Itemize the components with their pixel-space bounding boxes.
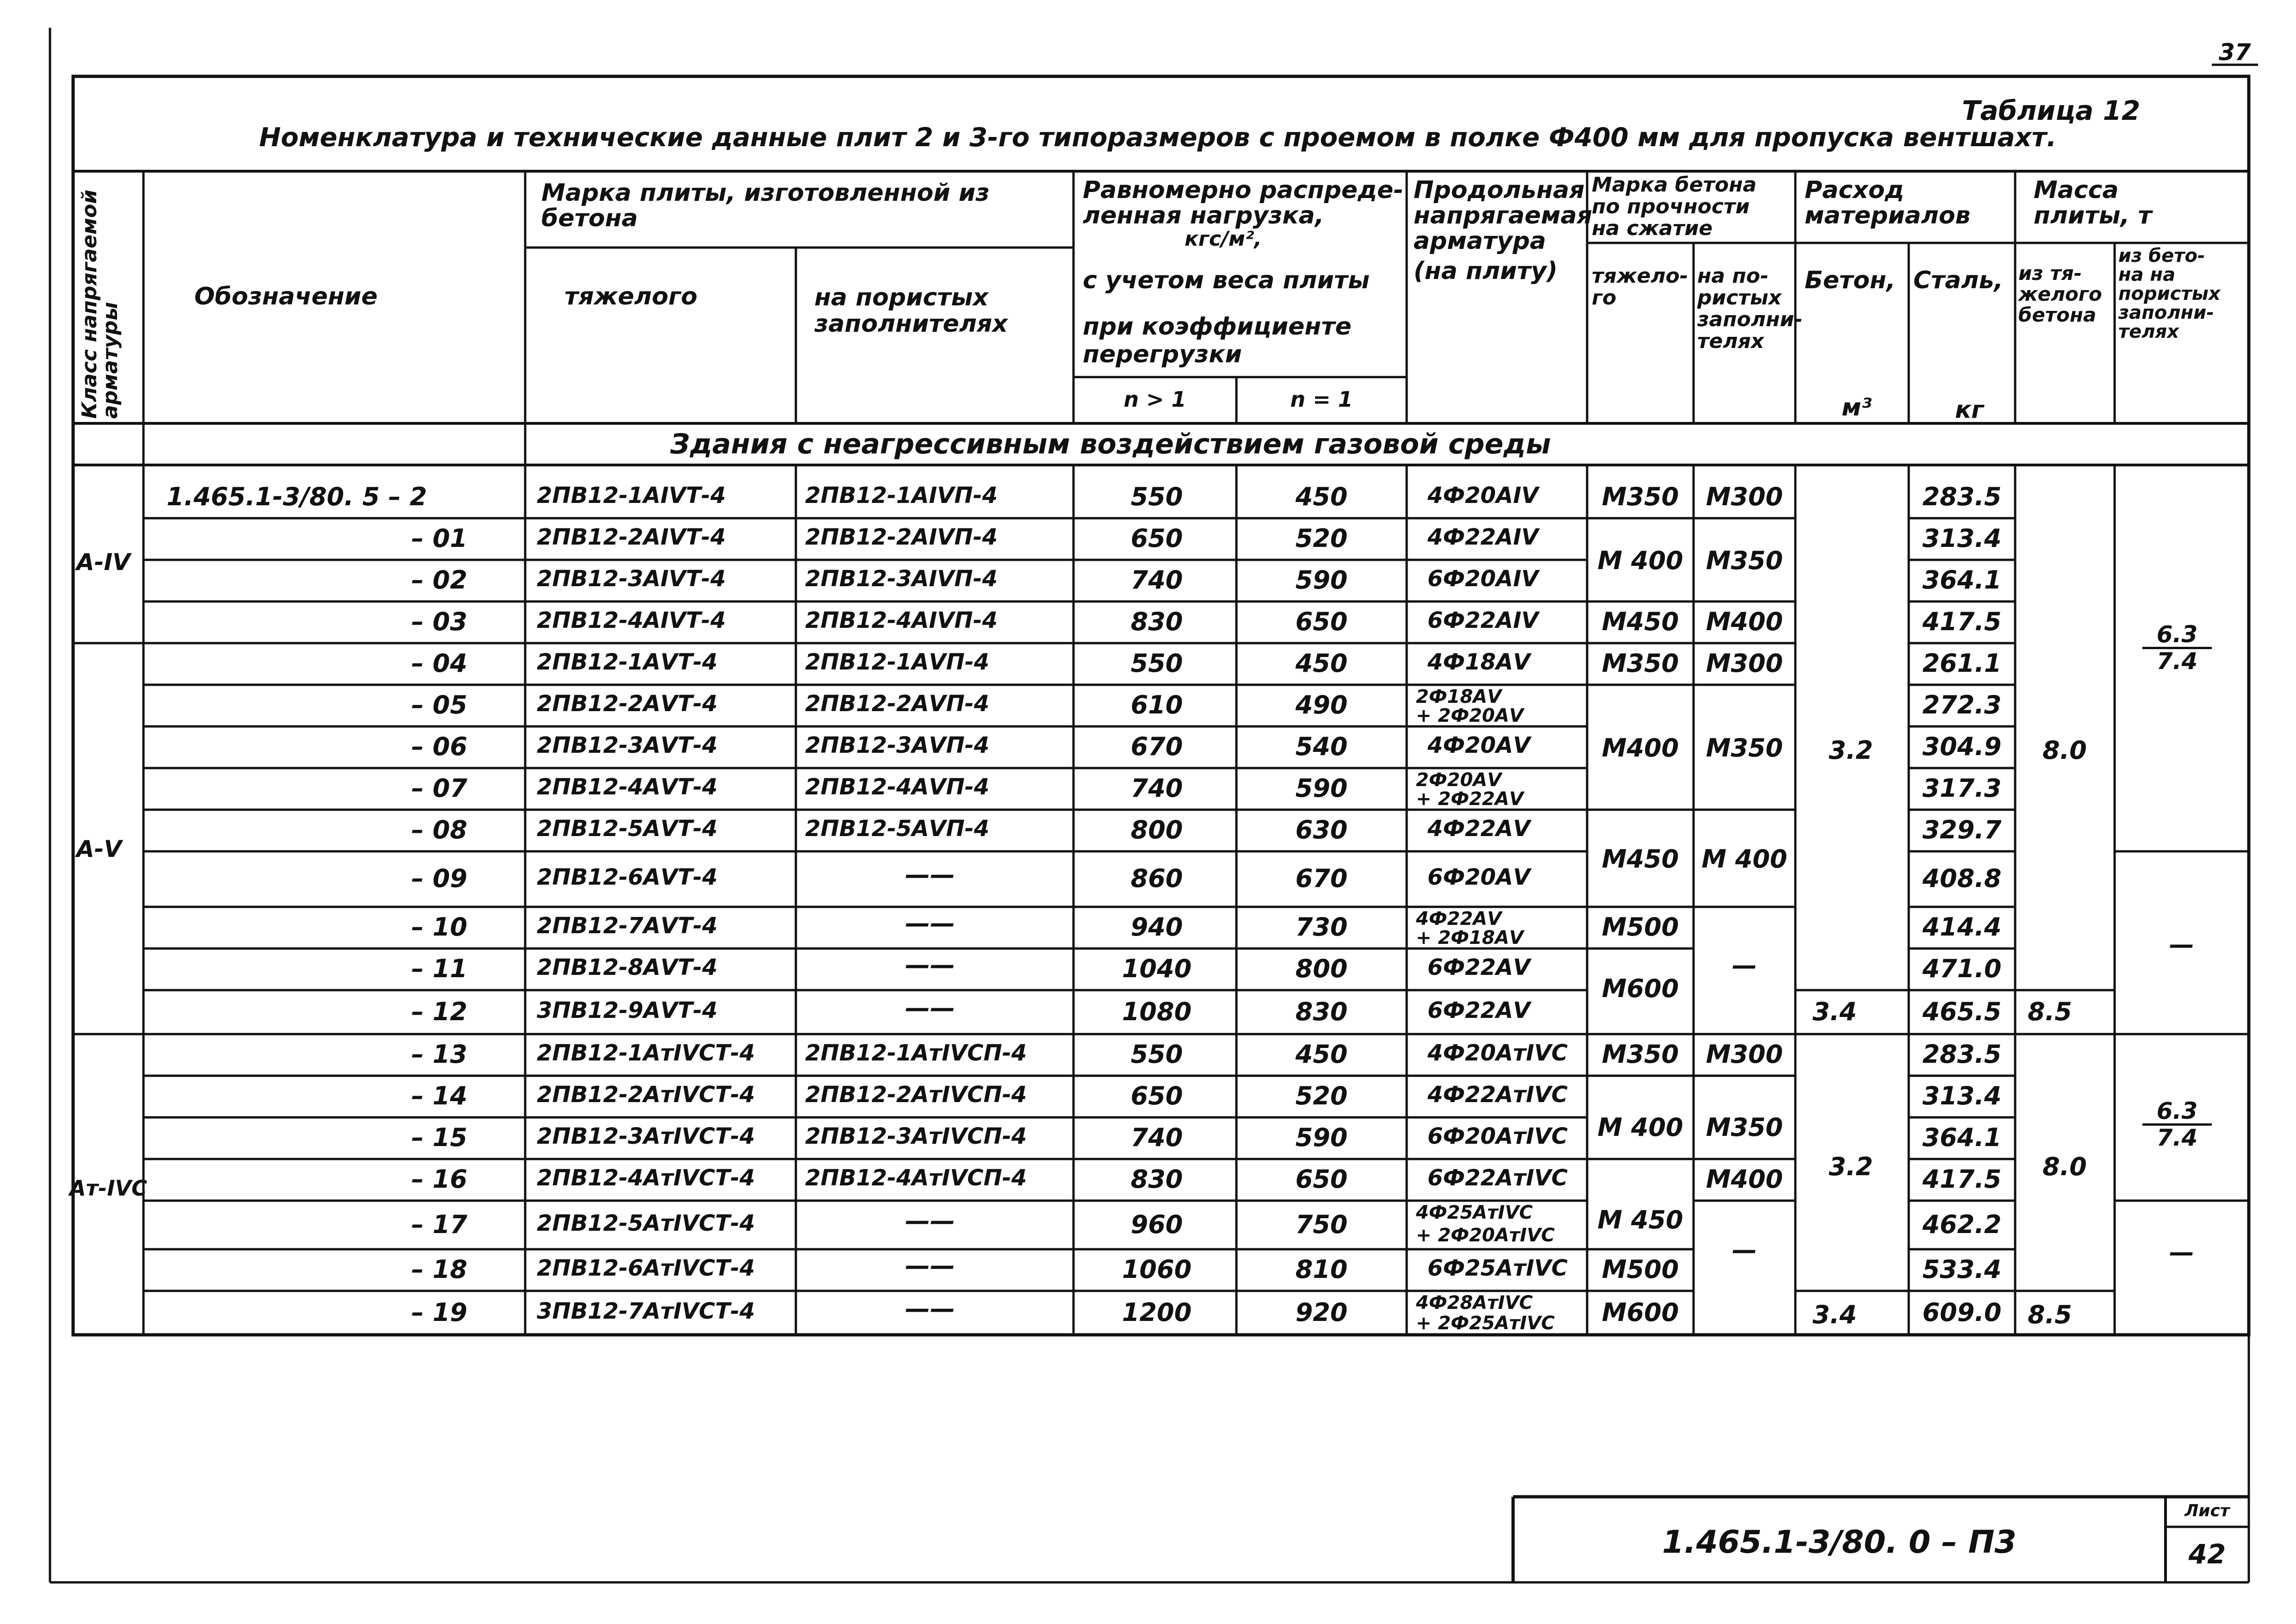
row-grade-porous: М300 bbox=[1706, 649, 1783, 678]
row-steel: 414.4 bbox=[1922, 912, 2002, 942]
row-load-n-eq-1: 830 bbox=[1295, 997, 1348, 1026]
row-rebar-line2: + 2Ф25АтIVС bbox=[1416, 1312, 1555, 1334]
header-mass-heavy-line1: из тя- bbox=[2018, 262, 2082, 285]
grade-heavy-merged: М450 bbox=[1601, 844, 1679, 874]
grade-heavy-merged: М 400 bbox=[1597, 546, 1683, 575]
mass-heavy: 8.0 bbox=[2042, 736, 2087, 765]
row-designation: – 09 bbox=[411, 864, 467, 893]
header-n-gt-1: n > 1 bbox=[1123, 387, 1186, 412]
mass-heavy: 8.0 bbox=[2042, 1152, 2087, 1181]
row-load-n-eq-1: 630 bbox=[1295, 815, 1348, 844]
row-rebar-line2: + 2Ф22АV bbox=[1416, 788, 1524, 810]
row-load-n-eq-1: 730 bbox=[1295, 912, 1348, 942]
row-steel: 261.1 bbox=[1922, 649, 2002, 678]
header-load-line1: Равномерно распреде- bbox=[1083, 176, 1403, 204]
row-load-n-gt-1: 1040 bbox=[1122, 954, 1192, 983]
header-designation: Обозначение bbox=[194, 283, 378, 310]
row-load-n-gt-1: 800 bbox=[1130, 815, 1183, 844]
header-mass-line2: плиты, т bbox=[2034, 202, 2152, 229]
row-load-n-gt-1: 650 bbox=[1130, 1081, 1183, 1110]
row-rebar: 6Ф22АV bbox=[1427, 997, 1531, 1023]
row-mark-porous: 2ПВ12-2АIVП-4 bbox=[805, 524, 998, 550]
row-load-n-gt-1: 830 bbox=[1130, 1165, 1183, 1194]
row-grade-heavy: М500 bbox=[1601, 912, 1679, 942]
header-mass-porous-line3: пористых bbox=[2118, 283, 2221, 304]
row-steel: 417.5 bbox=[1922, 607, 2002, 636]
fraction-denominator: 7.4 bbox=[2156, 647, 2198, 675]
row-grade-heavy: М350 bbox=[1601, 482, 1679, 511]
row-load-n-gt-1: 740 bbox=[1130, 565, 1183, 595]
header-concrete: Бетон, bbox=[1805, 267, 1896, 294]
row-mark-porous: 2ПВ12-3АVП-4 bbox=[805, 732, 990, 758]
concrete-volume: 3.4 bbox=[1812, 997, 1857, 1026]
header-porous: на пористых заполнителях bbox=[814, 284, 1008, 338]
row-load-n-eq-1: 650 bbox=[1295, 1165, 1348, 1194]
fraction-denominator: 7.4 bbox=[2156, 1124, 2198, 1151]
page-title: Номенклатура и технические данные плит 2 и 3-го типоразмеров с проемом в полке Ф400 мм для пропуска вентшахт. bbox=[259, 123, 2057, 153]
header-load-line5: при коэффициенте bbox=[1083, 313, 1352, 341]
header-mass-porous-line5: телях bbox=[2118, 321, 2179, 342]
row-rebar-line1: 4Ф25АтIVС bbox=[1416, 1202, 1533, 1223]
row-load-n-eq-1: 520 bbox=[1295, 524, 1348, 553]
row-mark-porous: 2ПВ12-4АIVП-4 bbox=[805, 607, 998, 633]
row-designation: – 03 bbox=[411, 607, 467, 636]
row-load-n-eq-1: 810 bbox=[1295, 1255, 1348, 1284]
row-steel: 471.0 bbox=[1922, 954, 2002, 983]
section-title: Здания с неагрессивным воздействием газовой среды bbox=[670, 428, 1551, 460]
row-designation: – 12 bbox=[411, 997, 467, 1026]
row-mark-porous: —— bbox=[905, 1294, 955, 1323]
row-mark-heavy: 2ПВ12-2АVТ-4 bbox=[537, 691, 718, 717]
row-mark-porous: 2ПВ12-4АVП-4 bbox=[805, 774, 990, 800]
header-mark: Марка плиты, изготовленной из бетона bbox=[541, 179, 990, 232]
row-load-n-eq-1: 590 bbox=[1295, 774, 1348, 803]
header-load-line6: перегрузки bbox=[1083, 341, 1242, 368]
row-designation: – 15 bbox=[411, 1123, 467, 1152]
fraction-numerator: 6.3 bbox=[2142, 1099, 2212, 1126]
row-mark-porous: 2ПВ12-5АVП-4 bbox=[805, 816, 990, 842]
header-load-line4: с учетом веса плиты bbox=[1083, 267, 1370, 294]
row-rebar-line1: 4Ф22АV bbox=[1416, 908, 1502, 930]
row-load-n-gt-1: 1060 bbox=[1122, 1255, 1192, 1284]
row-load-n-eq-1: 590 bbox=[1295, 1123, 1348, 1152]
row-load-n-gt-1: 650 bbox=[1130, 524, 1183, 553]
header-grade-heavy-line2: го bbox=[1592, 286, 1617, 310]
grade-heavy-merged: М600 bbox=[1601, 974, 1679, 1003]
row-mark-porous: —— bbox=[905, 993, 955, 1023]
row-grade-porous: М400 bbox=[1706, 1165, 1783, 1194]
row-load-n-gt-1: 860 bbox=[1130, 864, 1183, 893]
header-mass-porous-line4: заполни- bbox=[2118, 302, 2214, 323]
row-load-n-gt-1: 740 bbox=[1130, 774, 1183, 803]
concrete-volume: 3.2 bbox=[1829, 736, 1873, 765]
row-grade-heavy: М450 bbox=[1601, 607, 1679, 636]
row-load-n-eq-1: 450 bbox=[1295, 1040, 1348, 1069]
header-consumption-line1: Расход bbox=[1805, 176, 1905, 204]
row-designation: – 14 bbox=[411, 1081, 467, 1110]
row-mark-heavy: 2ПВ12-1АVТ-4 bbox=[537, 649, 718, 675]
row-designation: – 02 bbox=[411, 565, 467, 595]
row-mark-heavy: 2ПВ12-4АтIVСТ-4 bbox=[537, 1165, 755, 1191]
row-mark-heavy: 3ПВ12-7АтIVСТ-4 bbox=[537, 1298, 755, 1324]
row-steel: 317.3 bbox=[1922, 774, 2002, 803]
row-grade-porous: М300 bbox=[1706, 1040, 1783, 1069]
row-rebar: 6Ф22АV bbox=[1427, 955, 1531, 980]
header-mass-porous-line1: из бето- bbox=[2118, 245, 2205, 267]
header-grade-line2: по прочности bbox=[1592, 195, 1750, 218]
row-grade-heavy: М350 bbox=[1601, 1040, 1679, 1069]
row-mark-heavy: 2ПВ12-3АтIVСТ-4 bbox=[537, 1123, 755, 1149]
row-designation: – 13 bbox=[411, 1040, 467, 1069]
row-rebar: 4Ф20АIV bbox=[1427, 483, 1539, 508]
grade-porous-merged: М350 bbox=[1706, 546, 1783, 575]
grade-heavy-merged: М400 bbox=[1601, 733, 1679, 762]
row-designation: – 17 bbox=[411, 1209, 467, 1239]
grade-heavy-merged: М 450 bbox=[1597, 1205, 1683, 1234]
row-mark-porous: —— bbox=[905, 950, 955, 979]
header-grade-porous-line3: заполни- bbox=[1697, 308, 1803, 331]
row-load-n-gt-1: 550 bbox=[1130, 1040, 1183, 1069]
header-load-line2: ленная нагрузка, bbox=[1083, 202, 1324, 229]
row-designation: – 19 bbox=[411, 1297, 467, 1327]
row-grade-heavy: М600 bbox=[1601, 1297, 1679, 1327]
row-steel: 329.7 bbox=[1922, 815, 2002, 844]
sheet-number: 42 bbox=[2188, 1538, 2226, 1570]
row-mark-porous: 2ПВ12-2АVП-4 bbox=[805, 691, 990, 717]
header-grade-porous-line1: на по- bbox=[1697, 264, 1769, 288]
class-group-label: Ат-IVС bbox=[69, 1176, 147, 1201]
class-group-label: А-V bbox=[76, 836, 122, 862]
row-load-n-gt-1: 550 bbox=[1130, 649, 1183, 678]
row-load-n-gt-1: 960 bbox=[1130, 1209, 1183, 1239]
row-mark-heavy: 2ПВ12-7АVТ-4 bbox=[537, 913, 718, 939]
mass-porous-dash: — bbox=[2169, 1238, 2194, 1267]
sheet-label: Лист bbox=[2184, 1501, 2230, 1520]
row-mark-heavy: 2ПВ12-5АVТ-4 bbox=[537, 816, 718, 842]
row-mark-porous: —— bbox=[905, 909, 955, 938]
header-rebar-line3: арматура bbox=[1414, 227, 1546, 255]
table-label: Таблица 12 bbox=[1962, 95, 2141, 126]
concrete-volume: 3.4 bbox=[1812, 1300, 1857, 1329]
grade-porous-merged: М350 bbox=[1706, 1113, 1783, 1142]
header-mass-heavy-line2: желого bbox=[2018, 283, 2102, 305]
row-rebar-line1: 2Ф20АV bbox=[1416, 769, 1502, 791]
row-mark-porous: 2ПВ12-1АIVП-4 bbox=[805, 483, 998, 508]
row-steel: 465.5 bbox=[1922, 997, 2002, 1026]
header-unit-steel: кг bbox=[1955, 396, 1984, 424]
row-rebar: 6Ф20АV bbox=[1427, 864, 1531, 890]
row-load-n-eq-1: 750 bbox=[1295, 1209, 1348, 1239]
row-designation: – 06 bbox=[411, 732, 467, 761]
row-rebar: 4Ф18АV bbox=[1427, 649, 1531, 675]
row-rebar: 6Ф20АIV bbox=[1427, 566, 1539, 592]
row-load-n-gt-1: 740 bbox=[1130, 1123, 1183, 1152]
header-mass-line1: Масса bbox=[2034, 176, 2119, 204]
row-steel: 304.9 bbox=[1922, 732, 2002, 761]
row-mark-heavy: 2ПВ12-4АIVТ-4 bbox=[537, 607, 726, 633]
row-steel: 417.5 bbox=[1922, 1165, 2002, 1194]
header-consumption-line2: материалов bbox=[1805, 202, 1971, 229]
row-designation: – 04 bbox=[411, 649, 467, 678]
row-mark-heavy: 2ПВ12-3АIVТ-4 bbox=[537, 566, 726, 592]
row-mark-heavy: 2ПВ12-8АVТ-4 bbox=[537, 955, 718, 980]
row-rebar: 6Ф20АтIVС bbox=[1427, 1123, 1568, 1149]
document-code: 1.465.1-3/80. 0 – П3 bbox=[1662, 1524, 2017, 1561]
header-class: Класс напрягаемой арматуры bbox=[78, 189, 122, 419]
row-mark-porous: 2ПВ12-1АтIVСП-4 bbox=[805, 1040, 1027, 1066]
mass-heavy: 8.5 bbox=[2028, 997, 2072, 1026]
row-rebar-line2: + 2Ф20АV bbox=[1416, 705, 1524, 726]
row-rebar: 4Ф22АтIVС bbox=[1427, 1082, 1568, 1108]
row-load-n-eq-1: 540 bbox=[1295, 732, 1348, 761]
row-load-n-gt-1: 940 bbox=[1130, 912, 1183, 942]
row-rebar: 6Ф22АIV bbox=[1427, 607, 1539, 633]
row-mark-porous: —— bbox=[905, 860, 955, 889]
row-rebar: 4Ф20АV bbox=[1427, 732, 1531, 758]
row-rebar-line1: 2Ф18АV bbox=[1416, 686, 1502, 707]
row-steel: 533.4 bbox=[1922, 1255, 2002, 1284]
row-load-n-eq-1: 450 bbox=[1295, 482, 1348, 511]
row-rebar: 6Ф22АтIVС bbox=[1427, 1165, 1568, 1191]
row-load-n-gt-1: 830 bbox=[1130, 607, 1183, 636]
row-steel: 283.5 bbox=[1922, 1040, 2002, 1069]
mass-porous-dash: — bbox=[2169, 930, 2194, 959]
row-designation: – 07 bbox=[411, 774, 467, 803]
row-load-n-eq-1: 920 bbox=[1295, 1297, 1348, 1327]
row-mark-heavy: 2ПВ12-3АVТ-4 bbox=[537, 732, 718, 758]
grade-heavy-merged: М 400 bbox=[1597, 1113, 1683, 1142]
row-mark-heavy: 2ПВ12-1АIVТ-4 bbox=[537, 483, 726, 508]
row-designation: – 08 bbox=[411, 815, 467, 844]
row-mark-heavy: 2ПВ12-4АVТ-4 bbox=[537, 774, 718, 800]
row-designation: – 11 bbox=[411, 954, 467, 983]
row-designation: – 01 bbox=[411, 524, 467, 553]
header-steel: Сталь, bbox=[1913, 267, 2004, 294]
row-mark-heavy: 2ПВ12-5АтIVСТ-4 bbox=[537, 1210, 755, 1236]
class-group-label: А-IV bbox=[76, 549, 130, 576]
row-steel: 313.4 bbox=[1922, 524, 2002, 553]
grade-porous-merged: — bbox=[1732, 1235, 1757, 1264]
row-steel: 272.3 bbox=[1922, 690, 2002, 719]
row-steel: 609.0 bbox=[1922, 1297, 2002, 1327]
fraction-numerator: 6.3 bbox=[2142, 622, 2212, 649]
row-mark-porous: 2ПВ12-3АIVП-4 bbox=[805, 566, 998, 592]
row-mark-heavy: 2ПВ12-2АIVТ-4 bbox=[537, 524, 726, 550]
header-rebar-line1: Продольная bbox=[1414, 176, 1585, 204]
row-rebar-line2: + 2Ф18АV bbox=[1416, 927, 1524, 948]
row-steel: 313.4 bbox=[1922, 1081, 2002, 1110]
row-mark-heavy: 2ПВ12-2АтIVСТ-4 bbox=[537, 1082, 755, 1108]
row-mark-heavy: 2ПВ12-6АтIVСТ-4 bbox=[537, 1255, 755, 1281]
row-steel: 408.8 bbox=[1922, 864, 2002, 893]
row-load-n-eq-1: 590 bbox=[1295, 565, 1348, 595]
row-grade-heavy: М500 bbox=[1601, 1255, 1679, 1284]
header-grade-line1: Марка бетона bbox=[1592, 173, 1757, 197]
mass-heavy: 8.5 bbox=[2028, 1300, 2072, 1329]
row-designation: 1.465.1-3/80. 5 – 2 bbox=[167, 482, 427, 511]
row-mark-porous: 2ПВ12-3АтIVСП-4 bbox=[805, 1123, 1027, 1149]
grade-porous-merged: — bbox=[1732, 951, 1757, 980]
row-steel: 364.1 bbox=[1922, 565, 2002, 595]
row-load-n-gt-1: 610 bbox=[1130, 690, 1183, 719]
row-mark-heavy: 2ПВ12-1АтIVСТ-4 bbox=[537, 1040, 755, 1066]
header-grade-heavy-line1: тяжело- bbox=[1592, 264, 1688, 288]
row-rebar: 4Ф20АтIVС bbox=[1427, 1040, 1568, 1066]
row-load-n-eq-1: 520 bbox=[1295, 1081, 1348, 1110]
header-mass-heavy-line3: бетона bbox=[2018, 304, 2097, 326]
row-mark-porous: 2ПВ12-1АVП-4 bbox=[805, 649, 990, 675]
row-load-n-eq-1: 490 bbox=[1295, 690, 1348, 719]
header-mass-porous-line2: на на bbox=[2118, 264, 2176, 285]
header-rebar-line4: (на плиту) bbox=[1414, 257, 1558, 285]
row-steel: 462.2 bbox=[1922, 1209, 2002, 1239]
header-grade-porous-line4: телях bbox=[1697, 329, 1764, 353]
header-heavy: тяжелого bbox=[565, 283, 698, 310]
concrete-volume: 3.2 bbox=[1829, 1152, 1873, 1181]
header-load-line3: кгс/м², bbox=[1185, 227, 1262, 251]
row-mark-porous: —— bbox=[905, 1206, 955, 1235]
row-load-n-gt-1: 1080 bbox=[1122, 997, 1192, 1026]
row-grade-heavy: М350 bbox=[1601, 649, 1679, 678]
header-rebar-line2: напрягаемая bbox=[1414, 202, 1593, 229]
row-mark-porous: —— bbox=[905, 1251, 955, 1280]
header-grade-porous-line2: ристых bbox=[1697, 286, 1782, 310]
row-load-n-gt-1: 550 bbox=[1130, 482, 1183, 511]
row-grade-porous: М300 bbox=[1706, 482, 1783, 511]
row-steel: 283.5 bbox=[1922, 482, 2002, 511]
row-mark-heavy: 3ПВ12-9АVТ-4 bbox=[537, 997, 718, 1023]
row-rebar: 6Ф25АтIVС bbox=[1427, 1255, 1568, 1281]
header-unit-concrete: м³ bbox=[1842, 394, 1872, 421]
row-rebar-line1: 4Ф28АтIVС bbox=[1416, 1292, 1533, 1314]
row-rebar-line2: + 2Ф20АтIVС bbox=[1416, 1224, 1555, 1246]
row-mark-porous: 2ПВ12-4АтIVСП-4 bbox=[805, 1165, 1027, 1191]
row-load-n-eq-1: 800 bbox=[1295, 954, 1348, 983]
row-rebar: 4Ф22АIV bbox=[1427, 524, 1539, 550]
row-rebar: 4Ф22АV bbox=[1427, 816, 1531, 842]
row-designation: – 18 bbox=[411, 1255, 467, 1284]
header-n-eq-1: n = 1 bbox=[1290, 387, 1353, 412]
row-mark-heavy: 2ПВ12-6АVТ-4 bbox=[537, 864, 718, 890]
header-grade-line3: на сжатие bbox=[1592, 217, 1713, 240]
row-load-n-gt-1: 670 bbox=[1130, 732, 1183, 761]
row-designation: – 16 bbox=[411, 1165, 467, 1194]
row-grade-porous: М400 bbox=[1706, 607, 1783, 636]
row-load-n-eq-1: 650 bbox=[1295, 607, 1348, 636]
grade-porous-merged: М350 bbox=[1706, 733, 1783, 762]
grade-porous-merged: М 400 bbox=[1701, 844, 1787, 874]
row-designation: – 05 bbox=[411, 690, 467, 719]
row-mark-porous: 2ПВ12-2АтIVСП-4 bbox=[805, 1082, 1027, 1108]
row-steel: 364.1 bbox=[1922, 1123, 2002, 1152]
mass-porous-fraction bbox=[2142, 1099, 2212, 1150]
row-load-n-eq-1: 450 bbox=[1295, 649, 1348, 678]
row-load-n-gt-1: 1200 bbox=[1122, 1297, 1192, 1327]
sheet-corner-number: 37 bbox=[2219, 39, 2251, 66]
row-designation: – 10 bbox=[411, 912, 467, 942]
row-load-n-eq-1: 670 bbox=[1295, 864, 1348, 893]
mass-porous-fraction bbox=[2142, 622, 2212, 673]
